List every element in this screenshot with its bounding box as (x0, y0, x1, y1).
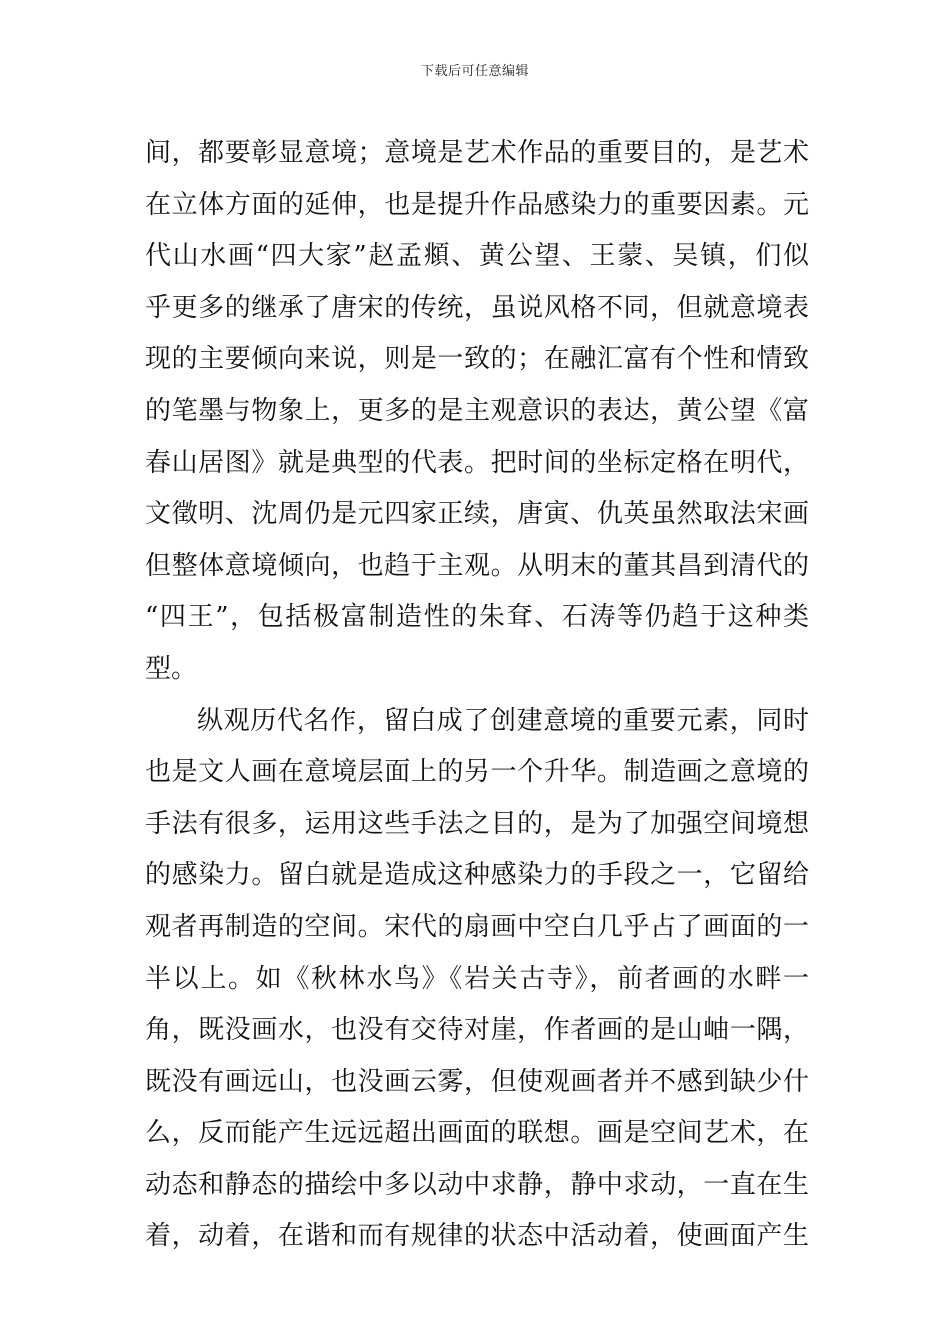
text-line: 纵观历代名作，留白成了创建意境的重要元素，同时 (197, 705, 809, 736)
text-line: 型。 (145, 653, 198, 684)
text-line: 角，既没画水，也没有交待对崖，作者画的是山岫一隅， (145, 1015, 809, 1046)
text-line: 文徵明、沈周仍是元四家正续，唐寅、仇英虽然取法宋画 (145, 499, 809, 530)
text-line: 但整体意境倾向，也趋于主观。从明末的董其昌到清代的 (145, 550, 809, 581)
paragraph-2 (145, 696, 809, 1264)
page-header-note: 下载后可任意编辑 (420, 64, 529, 79)
text-line: 的感染力。留白就是造成这种感染力的手段之一，它留给 (145, 860, 809, 891)
text-line: 动态和静态的描绘中多以动中求静，静中求动，一直在生 (145, 1169, 809, 1200)
text-line: 观者再制造的空间。宋代的扇画中空白几乎占了画面的一 (145, 911, 809, 942)
text-line: 乎更多的继承了唐宋的传统，虽说风格不同，但就意境表 (145, 292, 809, 323)
text-line: 半以上。如《秋林水鸟》《岩关古寺》，前者画的水畔一 (145, 963, 809, 994)
text-line: 么，反而能产生远远超出画面的联想。画是空间艺术，在 (145, 1118, 809, 1149)
text-line: 的笔墨与物象上，更多的是主观意识的表达，黄公望《富 (145, 395, 809, 426)
text-line: 手法有很多，运用这些手法之目的，是为了加强空间境想 (145, 808, 809, 839)
text-line: 间，都要彰显意境；意境是艺术作品的重要目的，是艺术 (145, 138, 809, 168)
text-line: 春山居图》就是典型的代表。把时间的坐标定格在明代， (145, 447, 809, 478)
text-line: “四王”，包括极富制造性的朱耷、石涛等仍趋于这种类 (145, 602, 809, 633)
paragraph-1 (145, 128, 809, 696)
text-line: 代山水画“四大家”赵孟頫、黄公望、王蒙、吴镇，们似 (145, 241, 809, 272)
text-line: 着，动着，在谐和而有规律的状态中活动着，使画面产生 (145, 1221, 809, 1252)
text-line: 现的主要倾向来说，则是一致的；在融汇富有个性和情致 (145, 344, 809, 375)
document-body (145, 128, 809, 1263)
text-line: 也是文人画在意境层面上的另一个升华。制造画之意境的 (145, 757, 809, 788)
text-line: 既没有画远山，也没画云雾，但使观画者并不感到缺少什 (145, 1066, 809, 1097)
text-line: 在立体方面的延伸，也是提升作品感染力的重要因素。元 (145, 189, 809, 220)
